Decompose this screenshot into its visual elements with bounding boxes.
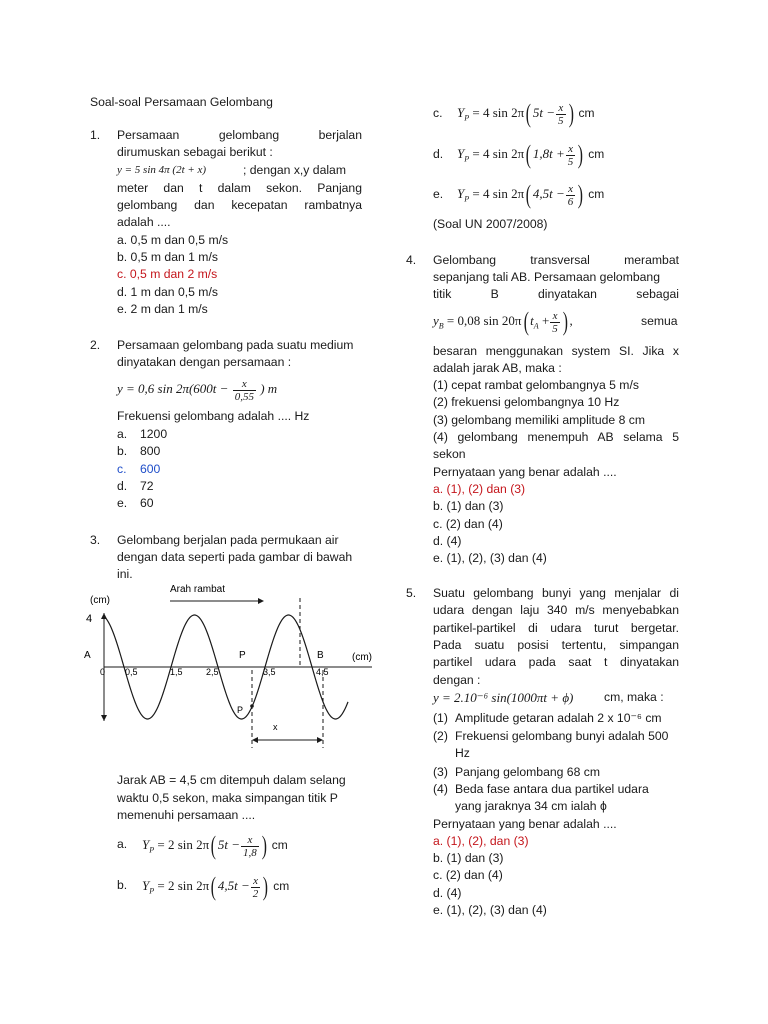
q2-opt-value: 60: [140, 496, 154, 510]
eq-paren-close: ): [578, 140, 584, 170]
q4-statement-4: [433, 429, 679, 446]
tick-label: 3,5: [263, 667, 276, 677]
q3-option-e-letter: e.: [433, 187, 444, 201]
page-title: Soal-soal Persamaan Gelombang: [90, 95, 273, 109]
eq-sub: P: [464, 154, 470, 164]
eq-var: Y: [457, 186, 465, 201]
eq-sub: P: [149, 886, 155, 896]
q3-text1: Jarak AB = 4,5 cm ditempuh dalam selang: [117, 773, 346, 787]
q4-line5: [433, 343, 679, 360]
point-p-dot: [250, 704, 254, 708]
tick-label: 0: [100, 667, 106, 677]
q5-statement-text: Amplitude getaran adalah 2 x 10⁻⁶ cm: [455, 711, 662, 725]
eq-sub: B: [438, 321, 444, 331]
q1-line4: [117, 180, 362, 197]
q4-option-d: d. (4): [433, 534, 462, 548]
q5-line5-text: partikel udara pada saat t dinyatakan: [433, 655, 679, 669]
q4-statement-3: (3) gelombang memiliki amplitude 8 cm: [433, 413, 646, 427]
q5-statement-2: [433, 728, 668, 745]
q5-statement-1: [433, 710, 662, 727]
q2-opt-letter: b.: [117, 444, 128, 458]
eq-paren-close: ): [568, 99, 574, 129]
q1-line5: [117, 197, 362, 214]
eq-var: Y: [142, 837, 150, 852]
q4-option-a-answer: a. (1), (2) dan (3): [433, 482, 526, 496]
q5-line5: [433, 654, 679, 671]
tick-label: 4,5: [316, 667, 329, 677]
q1-word: gelombang: [218, 128, 280, 142]
q3-option-c-letter: c.: [433, 106, 443, 120]
eq-den: 2: [252, 887, 259, 900]
eq-fraction: [566, 183, 576, 208]
eq-var: Y: [142, 878, 150, 893]
eq-fraction: [566, 143, 576, 168]
eq-fraction: [556, 102, 566, 127]
y-axis-down-head: [101, 715, 107, 721]
q3-line2: dengan data seperti pada gambar di bawah: [117, 550, 353, 564]
q4-question: Pernyataan yang benar adalah ....: [433, 465, 617, 479]
point-p-axis-label: P: [239, 650, 246, 661]
eq-sub: P: [464, 194, 470, 204]
eq-num: x: [566, 183, 576, 196]
eq-paren-close: ): [578, 180, 584, 210]
q2-line3: Frekuensi gelombang adalah .... Hz: [117, 409, 310, 423]
q5-line3-text: partikel-partikel di udara turut bergetar.: [433, 621, 679, 635]
eq-den: 6: [567, 195, 574, 208]
q3-option-a-letter: a.: [117, 837, 128, 851]
eq-sub: P: [464, 113, 470, 123]
q1-option-a: a. 0,5 m dan 0,5 m/s: [117, 233, 229, 247]
eq-tsub: A: [533, 321, 539, 331]
eq-mid: 5t −: [532, 105, 556, 120]
q4-word: Gelombang: [433, 253, 497, 267]
eq-mid: 5t −: [217, 837, 241, 852]
q4-word: merambat: [624, 253, 679, 267]
eq-mid: = 0,08 sin 20π: [443, 313, 522, 328]
q3-option-d: [457, 137, 604, 177]
q3-option-b: [142, 869, 289, 909]
q3-source: (Soal UN 2007/2008): [433, 217, 548, 231]
q3-text2: waktu 0,5 sekon, maka simpangan titik P: [117, 791, 338, 805]
tick-label: 1,5: [170, 667, 183, 677]
eq-paren-open: (: [525, 140, 532, 170]
q1-option-c-answer: c. 0,5 m dan 2 m/s: [117, 267, 218, 281]
point-a-label: A: [84, 650, 91, 661]
q1-option-e: e. 2 m dan 1 m/s: [117, 302, 208, 316]
q2-option-c-answer: [117, 461, 160, 478]
eq-var: y: [433, 313, 439, 328]
x-axis-unit: (cm): [352, 652, 372, 663]
q2-eq-num: x: [233, 378, 256, 391]
q5-statement-num: (4): [433, 782, 448, 796]
eq-paren-open: (: [525, 180, 532, 210]
q2-opt-letter: e.: [117, 496, 128, 510]
eq-paren-close: ): [261, 831, 267, 861]
q2-opt-value: 800: [140, 444, 161, 458]
eq-var: Y: [457, 146, 465, 161]
q3-text3: memenuhi persamaan ....: [117, 808, 256, 822]
q1-line4-text: meter dan t dalam sekon. Panjang: [117, 181, 362, 195]
q5-line4-text: Pada suatu posisi tertentu, simpangan: [433, 638, 679, 652]
y-axis-unit: (cm): [90, 595, 110, 606]
q5-line3: [433, 620, 679, 637]
q5-statement-text: Beda fase antara dua partikel udara: [455, 782, 649, 796]
q5-question: Pernyataan yang benar adalah ....: [433, 817, 617, 831]
q4-word: titik: [433, 287, 452, 301]
q2-option-b: [117, 443, 160, 460]
eq-den: 5: [558, 114, 564, 127]
q5-statement-num: (2): [433, 729, 448, 743]
point-p-label: P: [237, 705, 244, 715]
eq-pre: = 4 sin 2π: [469, 146, 525, 161]
eq-paren-open: (: [523, 307, 529, 337]
q2-number: 2.: [90, 338, 101, 352]
eq-paren-open: (: [210, 872, 217, 902]
q4-line6: adalah jarak AB, maka :: [433, 361, 562, 375]
eq-mid: 4,5t −: [532, 186, 565, 201]
eq-mid: 4,5t −: [217, 878, 250, 893]
eq-comma: ,: [569, 313, 573, 328]
q5-equation: y = 2.10⁻⁶ sin(1000πt + ϕ): [433, 690, 574, 705]
q2-equation: [117, 374, 277, 404]
wave-figure: [82, 580, 382, 755]
eq-den: 5: [552, 322, 558, 335]
eq-var: Y: [457, 105, 465, 120]
eq-fraction: [241, 834, 259, 859]
q5-line1: [433, 585, 679, 602]
distance-x-label: x: [273, 722, 278, 732]
eq-num: x: [556, 102, 566, 115]
q1-option-d: d. 1 m dan 0,5 m/s: [117, 285, 218, 299]
q5-statement-2b: Hz: [455, 746, 470, 760]
q5-number: 5.: [406, 586, 417, 600]
q4-option-b: b. (1) dan (3): [433, 499, 504, 513]
q4-line2: sepanjang tali AB. Persamaan gelombang: [433, 270, 660, 284]
eq-pre: = 4 sin 2π: [469, 105, 525, 120]
eq-unit: cm: [271, 838, 288, 852]
q3-line1: Gelombang berjalan pada permukaan air: [117, 533, 339, 547]
q4-word: sebagai: [636, 287, 679, 301]
q5-eq-after: cm, maka :: [604, 690, 664, 704]
q1-word: Persamaan: [117, 128, 180, 142]
q1-line3: ; dengan x,y dalam: [243, 163, 346, 177]
tick-labels: [100, 667, 329, 677]
q3-option-c: [457, 96, 594, 136]
q5-statement-3: [433, 764, 600, 781]
eq-paren-close: ): [263, 872, 269, 902]
q2-eq-fraction: [233, 378, 256, 403]
q3-option-a: [142, 828, 288, 868]
q4-statement-1: (1) cepat rambat gelombangnya 5 m/s: [433, 378, 639, 392]
q2-opt-letter: a.: [117, 427, 128, 441]
q2-eq-pre: y = 0,6 sin 2π(600t −: [117, 381, 229, 396]
q5-line4: [433, 637, 679, 654]
eq-plus: +: [538, 313, 550, 328]
q4-word: dinyatakan: [538, 287, 597, 301]
eq-pre: = 4 sin 2π: [469, 186, 525, 201]
q2-opt-value: 1200: [140, 427, 168, 441]
q1-word: berjalan: [318, 128, 362, 142]
q5-statement-4b: yang jaraknya 34 cm ialah ϕ: [455, 799, 607, 813]
q5-option-c: c. (2) dan (4): [433, 868, 503, 882]
amplitude-label: 4: [86, 613, 93, 625]
tick-label: 2,5: [206, 667, 219, 677]
q5-statement-num: (1): [433, 711, 448, 725]
q5-option-b: b. (1) dan (3): [433, 851, 504, 865]
q5-option-d: d. (4): [433, 886, 462, 900]
q1-line2: dirumuskan sebagai berikut :: [117, 145, 273, 159]
eq-pre: = 2 sin 2π: [154, 837, 210, 852]
q4-word: B: [490, 287, 499, 301]
q3-option-d-letter: d.: [433, 147, 444, 161]
q2-line1: Persamaan gelombang pada suatu medium: [117, 338, 354, 352]
q4-option-c: c. (2) dan (4): [433, 517, 503, 531]
tick-label: 0,5: [125, 667, 138, 677]
q5-option-e: e. (1), (2), (3) dan (4): [433, 903, 547, 917]
q4-number: 4.: [406, 253, 417, 267]
q4-equation: [433, 304, 573, 344]
q1-line6: adalah ....: [117, 215, 171, 229]
eq-t: t: [530, 313, 534, 328]
q2-option-a: [117, 426, 167, 443]
q1-line1: [117, 127, 362, 144]
q5-option-a-answer: a. (1), (2), dan (3): [433, 834, 529, 848]
q1-number: 1.: [90, 128, 101, 142]
q2-opt-letter: c.: [117, 462, 127, 476]
q1-line5-text: gelombang dan kecepatan rambatnya: [117, 198, 362, 212]
q3-number: 3.: [90, 533, 101, 547]
q2-line2: dinyatakan dengan persamaan :: [117, 355, 292, 369]
distance-left-head: [252, 737, 258, 743]
q5-statement-text: Panjang gelombang 68 cm: [455, 765, 600, 779]
q4-word: transversal: [530, 253, 590, 267]
q2-opt-value: 600: [140, 462, 161, 476]
eq-mid: 1,8t +: [532, 146, 565, 161]
q4-eq-after: semua: [641, 314, 678, 328]
q5-statement-text: Frekuensi gelombang bunyi adalah 500: [455, 729, 669, 743]
eq-unit: cm: [588, 147, 605, 161]
eq-pre: = 2 sin 2π: [154, 878, 210, 893]
q1-equation: y = 5 sin 4π (2t + x): [117, 164, 207, 176]
q2-eq-post: ) m: [260, 381, 278, 396]
direction-label: Arah rambat: [170, 584, 226, 595]
point-b-label: B: [317, 650, 324, 661]
eq-sub: P: [149, 845, 155, 855]
distance-right-head: [317, 737, 323, 743]
eq-paren-close: ): [562, 307, 568, 337]
eq-unit: cm: [273, 879, 290, 893]
q5-line6: dengan :: [433, 673, 481, 687]
eq-num: x: [550, 310, 560, 323]
eq-num: x: [241, 834, 259, 847]
eq-num: x: [251, 875, 261, 888]
eq-den: 1,8: [243, 846, 257, 859]
q5-statement-4: [433, 781, 649, 798]
q3-line3: ini.: [117, 567, 133, 581]
eq-paren-open: (: [210, 831, 217, 861]
q2-eq-den: 0,55: [234, 390, 254, 403]
q3-option-e: [457, 177, 604, 217]
q4-option-e: e. (1), (2), (3) dan (4): [433, 551, 547, 565]
q4-line1: [433, 252, 679, 269]
q1-option-b: b. 0,5 m dan 1 m/s: [117, 250, 218, 264]
eq-unit: cm: [578, 106, 595, 120]
q2-opt-letter: d.: [117, 479, 128, 493]
q5-line1-text: Suatu gelombang bunyi yang menjalar di: [433, 586, 679, 600]
eq-den: 5: [567, 155, 574, 168]
q4-line5-text: besaran menggunakan system SI. Jika x: [433, 344, 679, 358]
eq-num: x: [566, 143, 576, 156]
q5-statement-num: (3): [433, 765, 448, 779]
q2-opt-value: 72: [140, 479, 154, 493]
q4-line3: [433, 286, 679, 303]
q4-statement-4-text: (4) gelombang menempuh AB selama 5: [433, 430, 679, 444]
q3-option-b-letter: b.: [117, 878, 128, 892]
q2-option-e: [117, 495, 154, 512]
direction-arrow-head: [258, 598, 264, 604]
q5-line2-text: udara dengan laju 340 m/s menyebabkan: [433, 603, 679, 617]
q4-statement-4b: sekon: [433, 447, 466, 461]
q2-option-d: [117, 478, 154, 495]
eq-fraction: [251, 875, 261, 900]
q4-statement-2: (2) frekuensi gelombangnya 10 Hz: [433, 395, 620, 409]
eq-fraction: [550, 310, 560, 335]
q5-line2: [433, 602, 679, 619]
eq-paren-open: (: [525, 99, 532, 129]
eq-unit: cm: [588, 187, 605, 201]
